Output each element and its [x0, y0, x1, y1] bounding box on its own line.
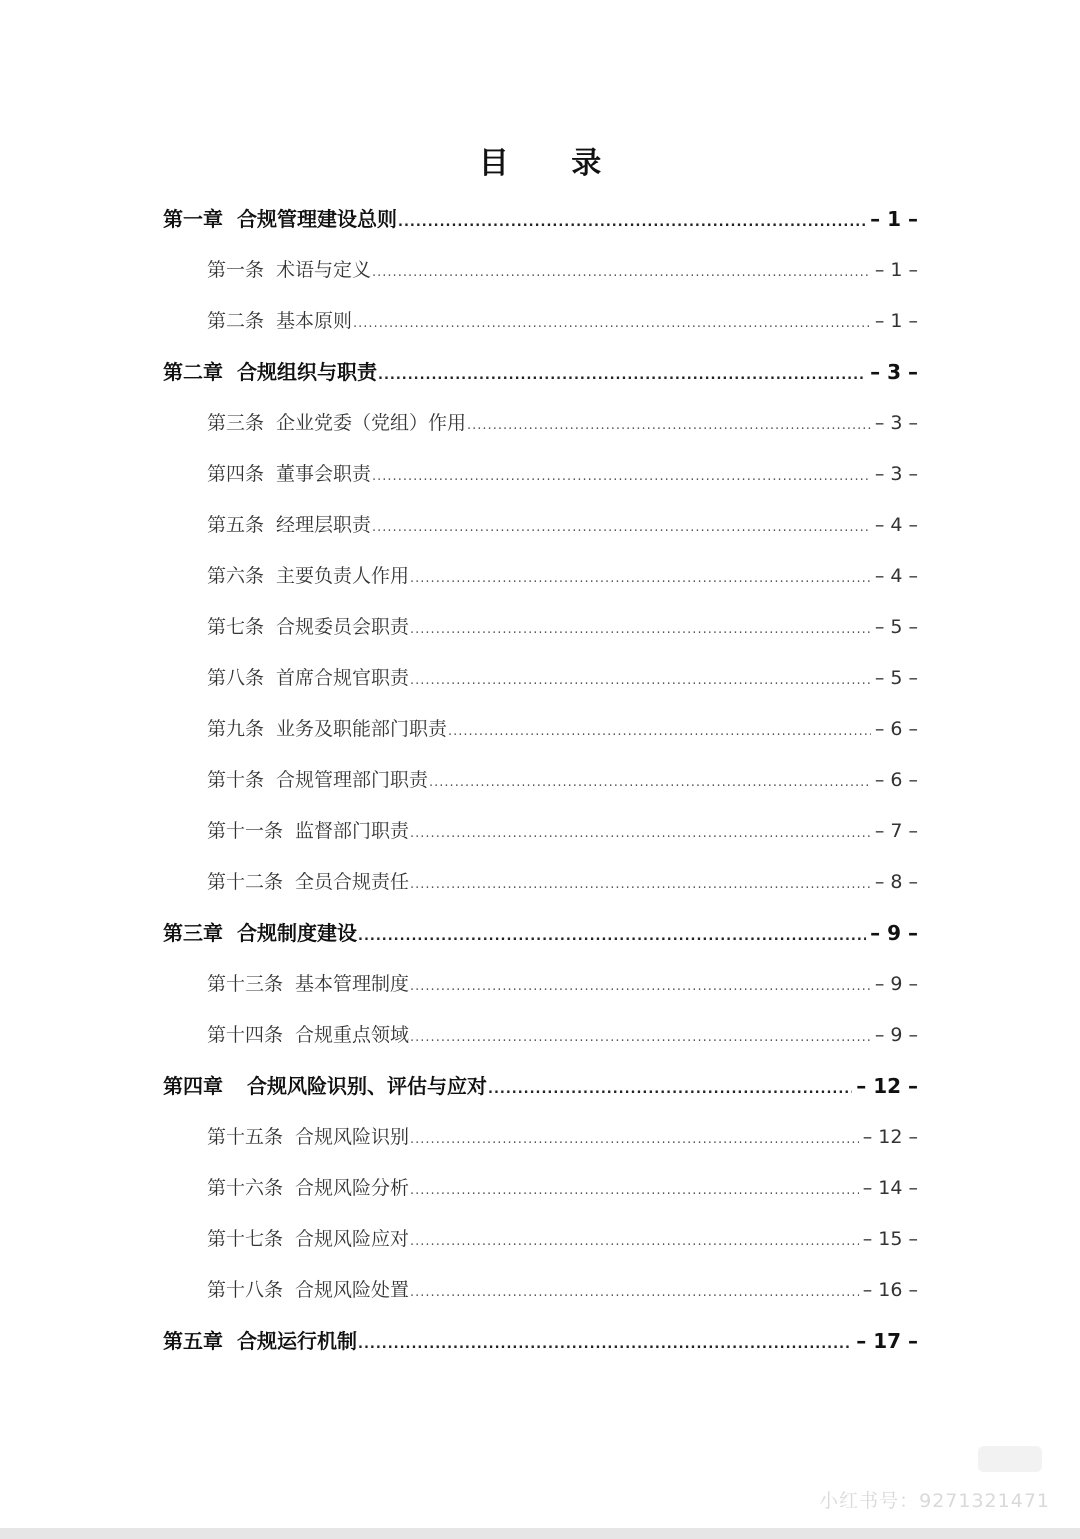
toc-dot-leader	[488, 1064, 852, 1115]
toc-entry-title: 经理层职责	[276, 514, 372, 536]
toc-entry-title: 基本管理制度	[295, 973, 410, 995]
toc-article-entry	[207, 1163, 918, 1214]
toc-dot-leader	[467, 400, 871, 451]
toc-page-number: – 15 –	[862, 1228, 918, 1250]
toc-page-number: – 12 –	[856, 1074, 918, 1098]
toc-page-number: – 5 –	[874, 667, 918, 689]
toc-entry-title: 合规委员会职责	[276, 616, 410, 638]
toc-entry-title: 合规风险识别、评估与应对	[247, 1074, 487, 1098]
toc-chapter-entry	[163, 1316, 918, 1367]
toc-page-number: – 3 –	[874, 412, 918, 434]
toc-entry-number: 第十六条	[207, 1177, 284, 1199]
toc-page-number: – 3 –	[870, 360, 918, 384]
toc-entry-title: 首席合规官职责	[276, 667, 410, 689]
toc-dot-leader	[372, 247, 871, 298]
toc-article-entry	[207, 959, 918, 1010]
toc-entry-title: 合规风险处置	[295, 1279, 410, 1301]
toc-entry-title: 合规重点领域	[295, 1024, 410, 1046]
toc-entry-label	[207, 1112, 409, 1163]
toc-dot-leader	[410, 1114, 859, 1165]
toc-entry-title: 合规风险应对	[295, 1228, 410, 1250]
toc-entry-label	[163, 194, 397, 245]
toc-entry-label	[207, 245, 371, 296]
toc-article-entry	[207, 602, 918, 653]
toc-entry-label	[207, 1265, 409, 1316]
toc-entry-label	[207, 806, 409, 857]
toc-article-entry	[207, 449, 918, 500]
toc-page-number: – 17 –	[856, 1329, 918, 1353]
toc-page-number: – 9 –	[874, 1024, 918, 1046]
toc-article-entry	[207, 296, 918, 347]
toc-article-entry	[207, 1265, 918, 1316]
toc-page-number: – 8 –	[874, 871, 918, 893]
toc-dot-leader	[410, 604, 871, 655]
toc-entry-number: 第十条	[207, 769, 265, 791]
toc-dot-leader	[410, 1216, 859, 1267]
toc-entry-number: 第十二条	[207, 871, 284, 893]
toc-entry-label	[207, 704, 447, 755]
toc-chapter-entry	[163, 1061, 918, 1112]
toc-entry-title: 董事会职责	[276, 463, 372, 485]
watermark-text: 小红书号：9271321471	[819, 1490, 1050, 1512]
toc-entry-number: 第一条	[207, 259, 265, 281]
toc-entry-number: 第十八条	[207, 1279, 284, 1301]
toc-entry-label	[207, 1214, 409, 1265]
toc-entry-number: 第五章	[163, 1329, 223, 1353]
toc-entry-label	[207, 398, 466, 449]
toc-entry-number: 第四条	[207, 463, 265, 485]
toc-dot-leader	[378, 350, 866, 401]
toc-dot-leader	[410, 1012, 871, 1063]
toc-entry-label	[207, 551, 409, 602]
toc-dot-leader	[429, 757, 871, 808]
toc-page-number: – 14 –	[862, 1177, 918, 1199]
toc-entry-label	[163, 908, 357, 959]
toc-article-entry	[207, 1112, 918, 1163]
toc-entry-label	[207, 1010, 409, 1061]
toc-dot-leader	[372, 451, 871, 502]
watermark-logo	[978, 1446, 1042, 1472]
toc-title: 目 录	[478, 146, 628, 181]
toc-entry-label	[207, 959, 409, 1010]
toc-entry-number: 第十一条	[207, 820, 284, 842]
toc-entry-number: 第十七条	[207, 1228, 284, 1250]
toc-entry-number: 第八条	[207, 667, 265, 689]
toc-page-number: – 4 –	[874, 565, 918, 587]
toc-article-entry	[207, 398, 918, 449]
toc-dot-leader	[410, 808, 871, 859]
toc-dot-leader	[410, 859, 871, 910]
toc-page-number: – 4 –	[874, 514, 918, 536]
toc-entry-label	[207, 653, 409, 704]
toc-entry-number: 第三章	[163, 921, 223, 945]
toc-article-entry	[207, 755, 918, 806]
toc-entry-number: 第六条	[207, 565, 265, 587]
toc-entry-number: 第二条	[207, 310, 265, 332]
toc-entry-title: 合规风险识别	[295, 1126, 410, 1148]
toc-article-entry	[207, 245, 918, 296]
toc-article-entry	[207, 857, 918, 908]
toc-article-entry	[207, 704, 918, 755]
toc-entry-label	[207, 602, 409, 653]
toc-dot-leader	[410, 553, 871, 604]
toc-dot-leader	[372, 502, 871, 553]
toc-page-number: – 6 –	[874, 718, 918, 740]
toc-entry-label	[207, 449, 371, 500]
toc-dot-leader	[448, 706, 871, 757]
toc-entry-number: 第十五条	[207, 1126, 284, 1148]
toc-page-number: – 1 –	[870, 207, 918, 231]
toc-entry-title: 术语与定义	[276, 259, 372, 281]
toc-dot-leader	[410, 655, 871, 706]
toc-entry-label	[207, 755, 428, 806]
toc-page-number: – 1 –	[874, 259, 918, 281]
toc-page-number: – 9 –	[870, 921, 918, 945]
toc-page-number: – 9 –	[874, 973, 918, 995]
toc-entry-title: 全员合规责任	[295, 871, 410, 893]
toc-entry-title: 合规制度建设	[237, 921, 357, 945]
toc-page-number: – 3 –	[874, 463, 918, 485]
toc-article-entry	[207, 551, 918, 602]
toc-entry-label	[163, 1316, 357, 1367]
toc-dot-leader	[358, 911, 866, 962]
toc-chapter-entry	[163, 194, 918, 245]
toc-entry-number: 第三条	[207, 412, 265, 434]
toc-dot-leader	[358, 1319, 852, 1370]
toc-article-entry	[207, 1214, 918, 1265]
toc-chapter-entry	[163, 908, 918, 959]
toc-article-entry	[207, 500, 918, 551]
toc-article-entry	[207, 1010, 918, 1061]
toc-entry-number: 第七条	[207, 616, 265, 638]
toc-page-number: – 1 –	[874, 310, 918, 332]
toc-entry-title: 合规管理建设总则	[237, 207, 397, 231]
toc-entry-label	[163, 347, 377, 398]
toc-page-number: – 5 –	[874, 616, 918, 638]
toc-entry-number: 第十四条	[207, 1024, 284, 1046]
toc-entry-title: 合规组织与职责	[237, 360, 377, 384]
toc-dot-leader	[410, 1267, 859, 1318]
toc-dot-leader	[410, 1165, 859, 1216]
toc-entry-label	[163, 1061, 487, 1112]
toc-entry-title: 合规管理部门职责	[276, 769, 429, 791]
toc-entry-title: 监督部门职责	[295, 820, 410, 842]
toc-dot-leader	[410, 961, 871, 1012]
toc-page-number: – 16 –	[862, 1279, 918, 1301]
toc-dot-leader	[398, 197, 866, 248]
toc-entry-title: 合规运行机制	[237, 1329, 357, 1353]
toc-page-number: – 6 –	[874, 769, 918, 791]
toc-entry-number: 第九条	[207, 718, 265, 740]
toc-page-number: – 7 –	[874, 820, 918, 842]
toc-entry-title: 合规风险分析	[295, 1177, 410, 1199]
toc-entry-title: 企业党委（党组）作用	[276, 412, 467, 434]
toc-entry-title: 主要负责人作用	[276, 565, 410, 587]
toc-article-entry	[207, 806, 918, 857]
toc-entry-number: 第十三条	[207, 973, 284, 995]
toc-entry-number: 第五条	[207, 514, 265, 536]
toc-entry-label	[207, 857, 409, 908]
toc-entry-title: 业务及职能部门职责	[276, 718, 448, 740]
toc-entry-title: 基本原则	[276, 310, 353, 332]
toc-entry-label	[207, 500, 371, 551]
toc-entry-label	[207, 296, 352, 347]
toc-entry-label	[207, 1163, 409, 1214]
toc-chapter-entry	[163, 347, 918, 398]
toc-page-number: – 12 –	[862, 1126, 918, 1148]
toc-entry-number: 第一章	[163, 207, 223, 231]
toc-entry-number: 第四章	[163, 1074, 223, 1098]
toc-entry-number: 第二章	[163, 360, 223, 384]
toc-dot-leader	[353, 298, 871, 349]
toc-article-entry	[207, 653, 918, 704]
